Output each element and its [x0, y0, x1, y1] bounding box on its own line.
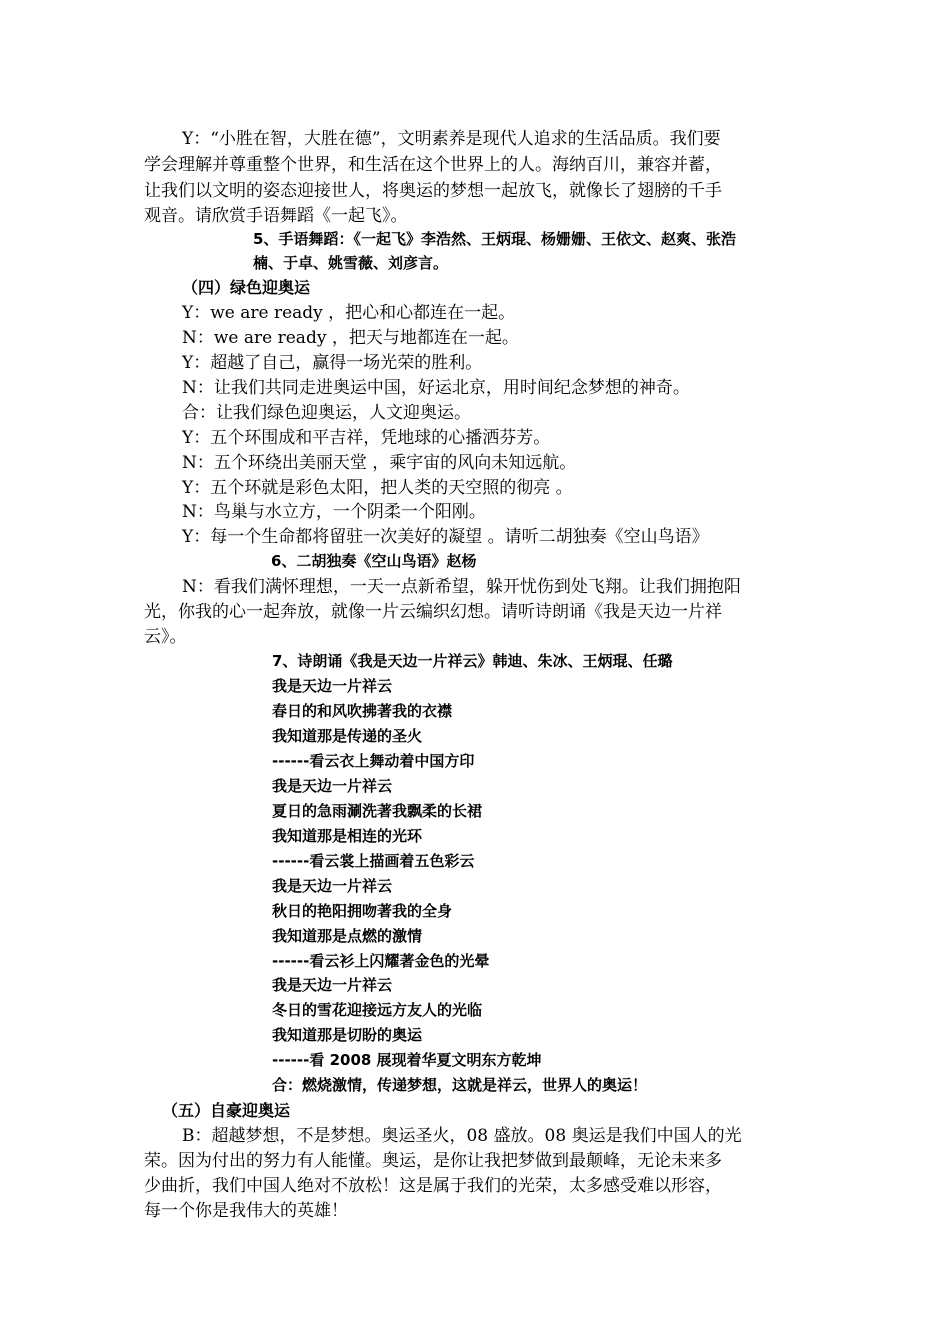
program-5-line-2: 楠、于卓、姚雪薇、刘彦言。 [253, 254, 449, 272]
program-5-line-1: 5、手语舞蹈：《一起飞》李浩然、王炳琨、杨姗姗、王依文、赵爽、张浩 [253, 230, 736, 248]
intro-line-1: Y：“小胜在智，大胜在德”，文明素养是现代人追求的生活品质。我们要 [182, 129, 721, 149]
section-4-line-5: 合：让我们绿色迎奥运，人文迎奥运。 [182, 403, 471, 423]
section-5-line-4: 每一个你是我伟大的英雄！ [144, 1201, 348, 1221]
poem-line-7: 我知道那是相连的光环 [272, 827, 423, 845]
poem-line-17: 合：燃烧激情，传递梦想，这就是祥云，世界人的奥运！ [272, 1076, 648, 1094]
n-paragraph-line-1: N：看我们满怀理想，一天一点新希望，躲开忧伤到处飞翔。让我们拥抱阳 [182, 577, 741, 597]
section-5-line-2: 荣。因为付出的努力有人能懂。奥运，是你让我把梦做到最颠峰，无论未来多 [144, 1151, 722, 1171]
poem-line-1: 我是天边一片祥云 [272, 677, 393, 695]
poem-line-14: 冬日的雪花迎接远方友人的光临 [272, 1001, 483, 1019]
poem-line-9: 我是天边一片祥云 [272, 877, 393, 895]
poem-line-8: ------看云裳上描画着五色彩云 [272, 852, 475, 870]
intro-line-3: 让我们以文明的姿态迎接世人，将奥运的梦想一起放飞，就像长了翅膀的千手 [144, 181, 722, 201]
poem-line-4: ------看云衣上舞动着中国方印 [272, 752, 475, 770]
poem-line-13: 我是天边一片祥云 [272, 976, 393, 994]
poem-line-3: 我知道那是传递的圣火 [272, 727, 423, 745]
poem-line-6: 夏日的急雨涮洗著我飘柔的长裙 [272, 802, 483, 820]
section-4-line-3: Y：超越了自己，赢得一场光荣的胜利。 [182, 353, 483, 373]
section-4-line-8: Y：五个环就是彩色太阳，把人类的天空照的彻亮 。 [182, 478, 573, 498]
section-4-line-9: N：鸟巢与水立方，一个阴柔一个阳刚。 [182, 502, 486, 522]
poem-line-16: ------看 2008 展现着华夏文明东方乾坤 [272, 1051, 542, 1069]
n-paragraph-line-3: 云》。 [144, 627, 187, 647]
poem-line-10: 秋日的艳阳拥吻著我的全身 [272, 902, 453, 920]
poem-line-15: 我知道那是切盼的奥运 [272, 1026, 423, 1044]
section-4-line-6: Y：五个环围成和平吉祥，凭地球的心播洒芬芳。 [182, 428, 551, 448]
section-5-title: （五）自豪迎奥运 [162, 1101, 291, 1120]
section-4-line-1: Y：we are ready ，把心和心都连在一起。 [182, 303, 516, 323]
poem-line-12: ------看云衫上闪耀著金色的光晕 [272, 952, 490, 970]
section-4-title: （四）绿色迎奥运 [182, 278, 311, 297]
section-5-line-1: B：超越梦想，不是梦想。奥运圣火，08 盛放。08 奥运是我们中国人的光 [182, 1126, 742, 1146]
section-4-line-2: N：we are ready ，把天与地都连在一起。 [182, 328, 519, 348]
poem-line-11: 我知道那是点燃的激情 [272, 927, 423, 945]
section-5-line-3: 少曲折，我们中国人绝对不放松！这是属于我们的光荣，太多感受难以形容， [144, 1176, 722, 1196]
section-4-line-7: N：五个环绕出美丽天堂 ，乘宇宙的风向未知远航。 [182, 453, 577, 473]
section-4-line-10: Y：每一个生命都将留驻一次美好的凝望 。请听二胡独奏《空山鸟语》 [182, 527, 709, 547]
program-6: 6、二胡独奏《空山鸟语》赵杨 [271, 552, 477, 570]
poem-line-2: 春日的和风吹拂著我的衣襟 [272, 702, 453, 720]
poem-line-5: 我是天边一片祥云 [272, 777, 393, 795]
n-paragraph-line-2: 光，你我的心一起奔放，就像一片云编织幻想。请听诗朗诵《我是天边一片祥 [144, 602, 722, 622]
intro-line-2: 学会理解并尊重整个世界，和生活在这个世界上的人。海纳百川，兼容并蓄， [144, 155, 722, 175]
intro-line-4: 观音。请欣赏手语舞蹈《一起飞》。 [144, 206, 408, 226]
program-7: 7、诗朗诵《我是天边一片祥云》韩迪、朱冰、王炳琨、任璐 [272, 652, 673, 670]
section-4-line-4: N：让我们共同走进奥运中国，好运北京，用时间纪念梦想的神奇。 [182, 378, 690, 398]
